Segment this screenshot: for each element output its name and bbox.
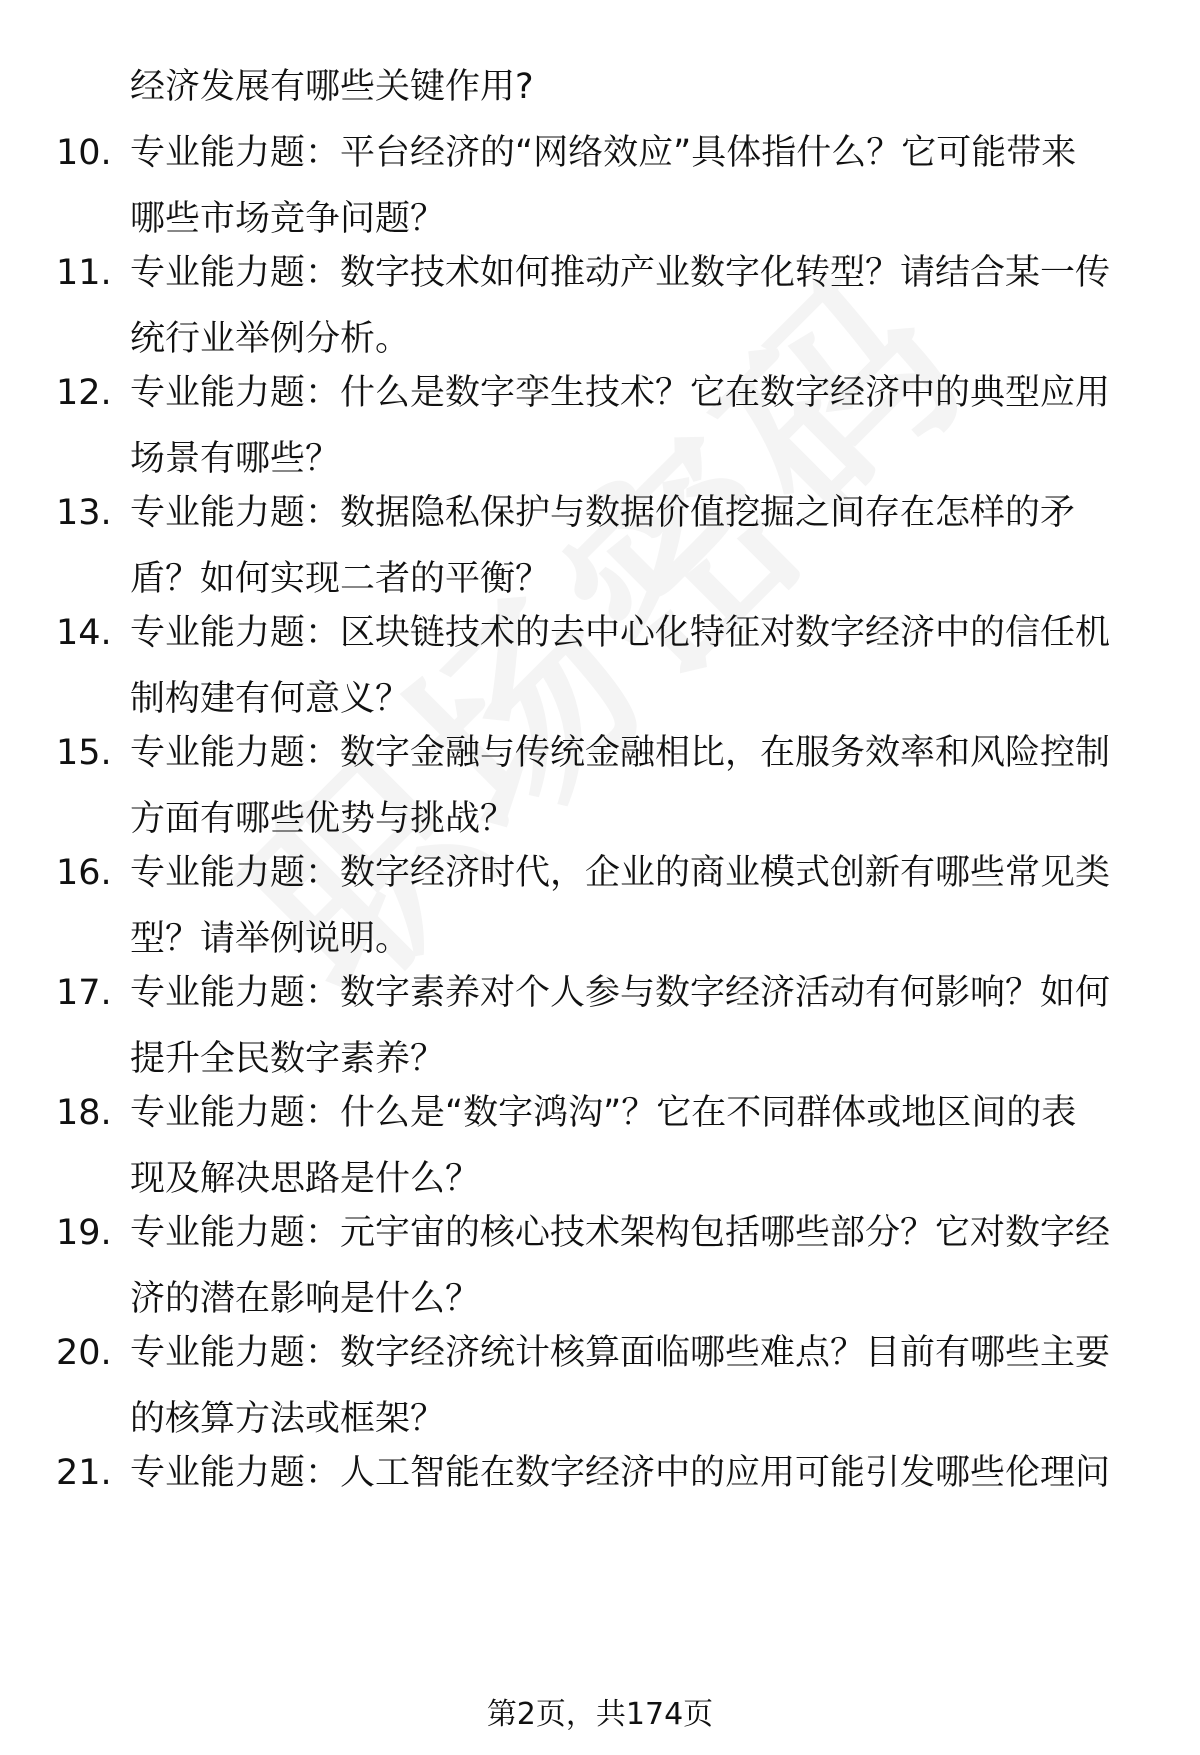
question-item [0, 1080, 1200, 1200]
question-line: 现及解决思路是什么？ [130, 1159, 481, 1199]
question-line: 盾？如何实现二者的平衡？ [130, 559, 551, 599]
question-number: 21. [56, 1453, 112, 1493]
question-line: 方面有哪些优势与挑战？ [130, 799, 516, 839]
question-text [130, 960, 1140, 1092]
question-item [0, 1200, 1200, 1320]
question-number: 13. [56, 493, 112, 533]
question-line: 专业能力题：什么是“数字鸿沟”？它在不同群体或地区间的表 [130, 1093, 1077, 1133]
question-number: 10. [56, 133, 112, 173]
question-item [0, 960, 1200, 1080]
question-line: 提升全民数字素养？ [130, 1039, 446, 1079]
question-line: 专业能力题：数字技术如何推动产业数字化转型？请结合某一传 [130, 253, 1111, 293]
question-item [0, 840, 1200, 960]
question-number: 12. [56, 373, 112, 413]
question-item [0, 360, 1200, 480]
question-text [130, 480, 1140, 612]
question-line: 场景有哪些？ [130, 439, 341, 479]
question-line: 专业能力题：人工智能在数字经济中的应用可能引发哪些伦理问 [130, 1453, 1111, 1493]
question-item [0, 1320, 1200, 1440]
question-number: 11. [56, 253, 112, 293]
question-line: 制构建有何意义？ [130, 679, 411, 719]
question-line: 专业能力题：数字经济时代，企业的商业模式创新有哪些常见类 [130, 853, 1111, 893]
question-line: 专业能力题：数字金融与传统金融相比，在服务效率和风险控制 [130, 733, 1111, 773]
question-line: 专业能力题：数字素养对个人参与数字经济活动有何影响？如何 [130, 973, 1111, 1013]
question-item [0, 480, 1200, 600]
question-text [130, 240, 1140, 372]
question-number: 14. [56, 613, 112, 653]
question-text [130, 1080, 1140, 1212]
question-text [130, 840, 1140, 972]
question-line: 专业能力题：元宇宙的核心技术架构包括哪些部分？它对数字经 [130, 1213, 1111, 1253]
question-text [130, 1320, 1140, 1452]
question-line: 专业能力题：数据隐私保护与数据价值挖掘之间存在怎样的矛 [130, 493, 1076, 533]
continuation-line: 经济发展有哪些关键作用? [130, 67, 534, 107]
question-text [130, 1200, 1140, 1332]
question-number: 19. [56, 1213, 112, 1253]
question-text [130, 120, 1140, 252]
question-line: 专业能力题：平台经济的“网络效应”具体指什么？它可能带来 [130, 133, 1077, 173]
question-line: 专业能力题：什么是数字孪生技术？它在数字经济中的典型应用 [130, 373, 1111, 413]
question-line: 型？请举例说明。 [130, 919, 411, 959]
page-footer: 第2页，共174页 [486, 1697, 714, 1732]
question-item [0, 720, 1200, 840]
question-text [130, 360, 1140, 492]
question-line: 专业能力题：区块链技术的去中心化特征对数字经济中的信任机 [130, 613, 1111, 653]
question-number: 20. [56, 1333, 112, 1373]
question-line: 专业能力题：数字经济统计核算面临哪些难点？目前有哪些主要 [130, 1333, 1111, 1373]
question-line: 的核算方法或框架？ [130, 1399, 446, 1439]
question-line: 济的潜在影响是什么？ [130, 1279, 481, 1319]
question-text [130, 720, 1140, 852]
question-number: 18. [56, 1093, 112, 1133]
question-number: 15. [56, 733, 112, 773]
question-item [0, 600, 1200, 720]
question-text [130, 600, 1140, 732]
question-item [0, 1440, 1200, 1560]
question-line: 统行业举例分析。 [130, 319, 411, 359]
question-number: 17. [56, 973, 112, 1013]
question-text [130, 1440, 1140, 1506]
question-item [0, 120, 1200, 240]
question-line: 哪些市场竞争问题？ [130, 199, 446, 239]
question-item [0, 240, 1200, 360]
question-number: 16. [56, 853, 112, 893]
